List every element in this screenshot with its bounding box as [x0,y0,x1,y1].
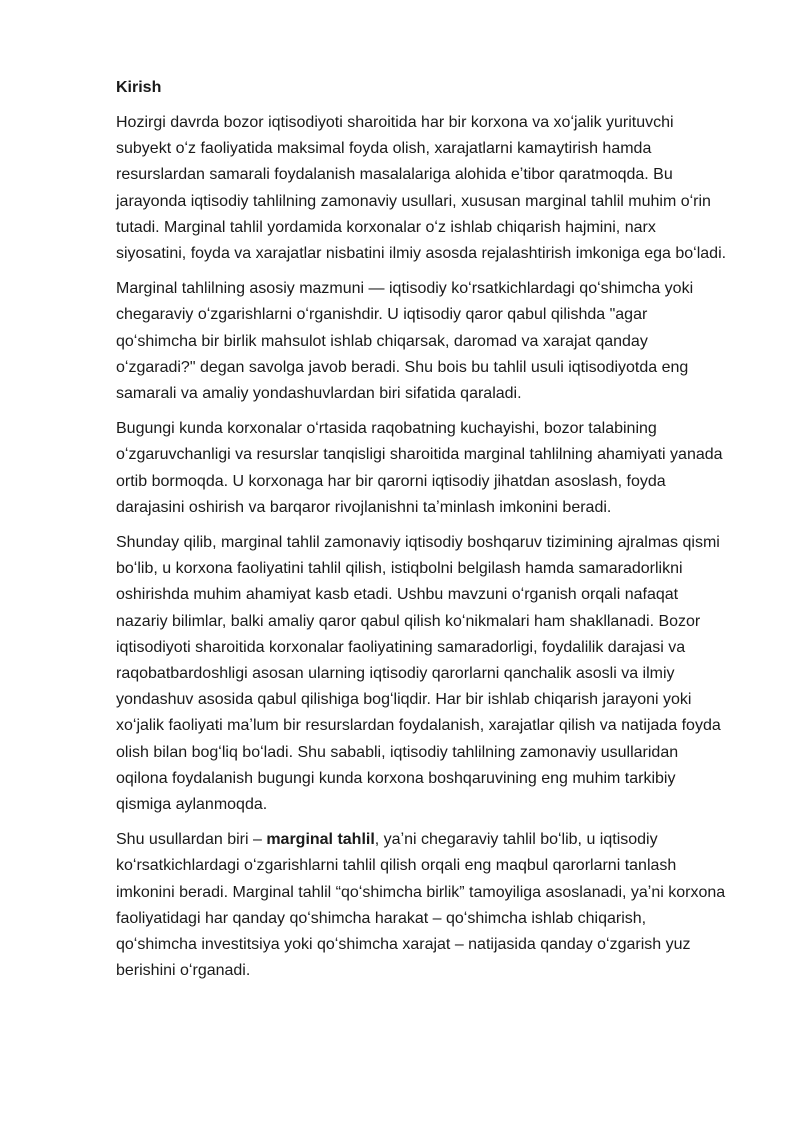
paragraph-5-intro: Shu usullardan biri – [116,831,267,849]
paragraph-5 [116,827,730,984]
document-page [116,76,730,994]
paragraph-1: Hozirgi davrda bozor iqtisodiyoti sharoitida har bir korxona va xoʻjalik yurituvchi subyekt oʻz faoliyatida maksimal foyda olish, xarajatlarni kamaytirish hamda resurslardan samarali foydalanish masalalariga alohida eʼtibor qaratmoqda. Bu jarayonda iqtisodiy tahlilning zamonaviy usullari, xususan marginal tahlil muhim oʻrin tutadi. Marginal tahlil yordamida korxonalar oʻz ishlab chiqarish hajmini, narx siyosatini, foyda va xarajatlar nisbatini ilmiy asosda rejalashtirish imkoniga ega boʻladi. [116,114,727,263]
section-heading: Kirish [116,79,162,96]
paragraph-5-bold-term: marginal tahlil [266,831,375,849]
paragraph-2: Marginal tahlilning asosiy mazmuni — iqtisodiy koʻrsatkichlardagi qoʻshimcha yoki chegaraviy oʻzgarishlarni oʻrganishdir. U iqtisodiy qaror qabul qilishda "agar qoʻshimcha bir birlik mahsulot ishlab chiqarsak, daromad va xarajat qanday oʻzgaradi?" degan savolga javob beradi. Shu bois bu tahlil usuli iqtisodiyotda eng samarali va amaliy yondashuvlardan biri sifatida qaraladi. [116,280,694,403]
paragraph-5-rest: , yaʼni chegaraviy tahlil boʻlib, u iqtisodiy koʻrsatkichlardagi oʻzgarishlarni tahlil qilish orqali eng maqbul qarorlarni tanlash imkonini beradi. Marginal tahlil “qoʻshimcha birlik” tamoyiliga asoslanadi, yaʼni korxona faoliyatidagi har qanday qoʻshimcha harakat – qoʻshimcha ishlab chiqarish, qoʻshimcha investitsiya yoki qoʻshimcha xarajat – natijasida qanday oʻzgarish yuz berishini oʻrganadi. [116,831,726,980]
paragraph-4: Shunday qilib, marginal tahlil zamonaviy iqtisodiy boshqaruv tizimining ajralmas qismi boʻlib, u korxona faoliyatini tahlil qilish, istiqbolni belgilash hamda samaradorlikni oshirishda muhim ahamiyat kasb etadi. Ushbu mavzuni oʻrganish orqali nafaqat nazariy bilimlar, balki amaliy qaror qabul qilish koʻnikmalari ham shakllanadi. Bozor iqtisodiyoti sharoitida korxonalar faoliyatining samaradorligi, foydalilik darajasi va raqobatbardoshligi asosan ularning iqtisodiy qarorlarni qanchalik asosli va ilmiy yondashuv asosida qabul qilishiga bogʻliqdir. Har bir ishlab chiqarish jarayoni yoki xoʻjalik faoliyati maʼlum bir resurslardan foydalanish, xarajatlar qilish va natijada foyda olish bilan bogʻliq boʻladi. Shu sababli, iqtisodiy tahlilning zamonaviy usullaridan oqilona foydalanish bugungi kunda korxona boshqaruvining eng muhim tarkibiy qismiga aylanmoqda. [116,534,721,814]
paragraph-3: Bugungi kunda korxonalar oʻrtasida raqobatning kuchayishi, bozor talabining oʻzgaruvchanligi va resurslar tanqisligi sharoitida marginal tahlilning ahamiyati yanada ortib bormoqda. U korxonaga har bir qarorni iqtisodiy jihatdan asoslash, foyda darajasini oshirish va barqaror rivojlanishni taʼminlash imkonini beradi. [116,420,723,516]
